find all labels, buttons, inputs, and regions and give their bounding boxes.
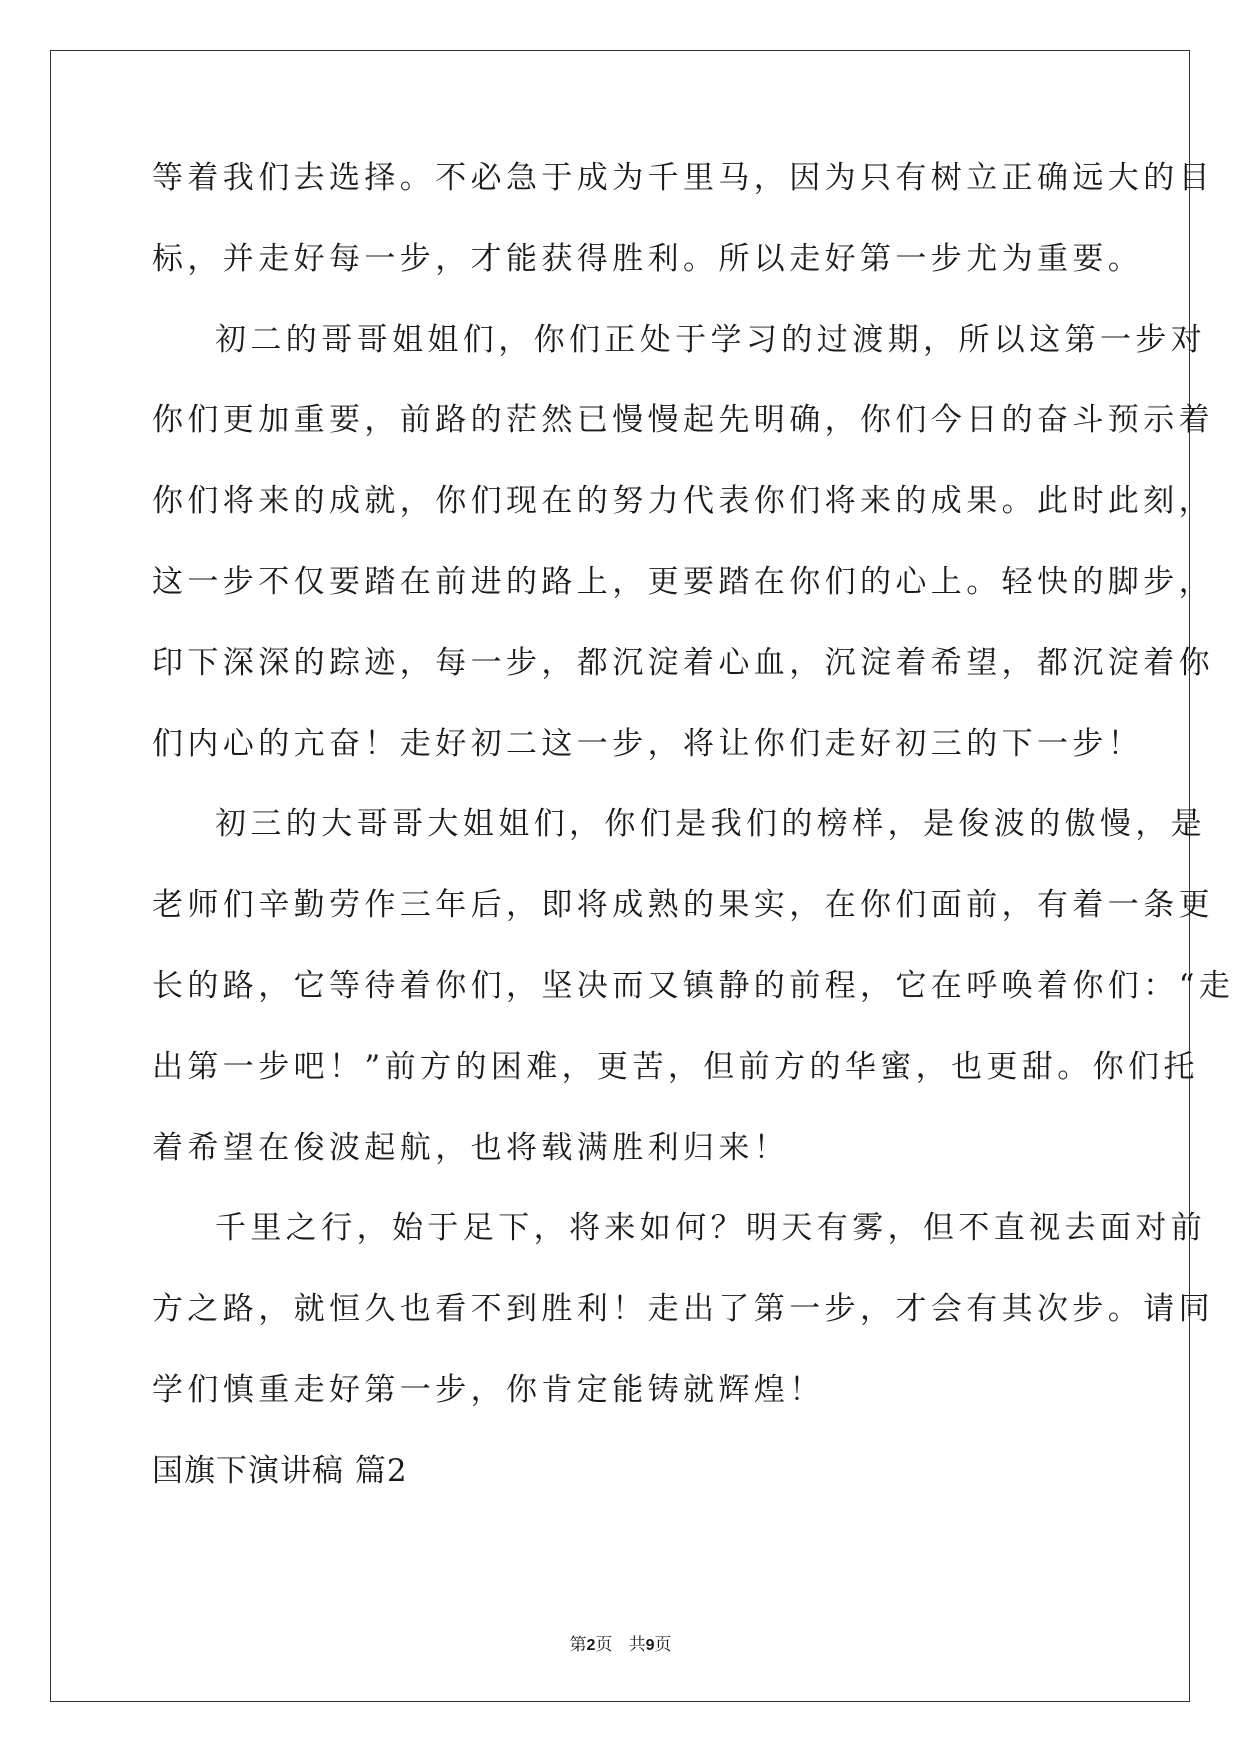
paragraph-start-line: 千里之行，始于足下，将来如何？明天有雾，但不直视去面对前: [215, 1210, 1207, 1247]
total-label-prefix: 共: [628, 1635, 646, 1655]
total-pages: 9: [645, 1637, 655, 1654]
text-line: 学们慎重走好第一步，你肯定能铸就辉煌！: [152, 1371, 825, 1408]
text-line: 们内心的亢奋！走好初二这一步，将让你们走好初三的下一步！: [152, 725, 1144, 762]
text-line: 方之路，就恒久也看不到胜利！走出了第一步，才会有其次步。请同: [152, 1291, 1214, 1328]
paragraph-start-line: 初三的大哥哥大姐姐们，你们是我们的榜样，是俊波的傲慢，是: [215, 806, 1207, 843]
text-line: 着希望在俊波起航，也将载满胜利归来！: [152, 1129, 790, 1166]
text-line: 长的路，它等待着你们，坚决而又镇静的前程，它在呼唤着你们：“走: [152, 967, 1235, 1004]
total-label-suffix: 页: [654, 1635, 672, 1655]
text-line: 标，并走好每一步，才能获得胜利。所以走好第一步尤为重要。: [152, 240, 1144, 277]
document-body: [152, 158, 1235, 1532]
page-label-prefix: 第: [569, 1635, 587, 1655]
paragraph-start-line: 初二的哥哥姐姐们，你们正处于学习的过渡期，所以这第一步对: [215, 321, 1207, 358]
text-line: 你们更加重要，前路的茫然已慢慢起先明确，你们今日的奋斗预示着: [152, 402, 1214, 439]
page-number: 2: [586, 1637, 596, 1654]
page-footer: [0, 1630, 1241, 1655]
page-label-suffix: 页: [595, 1635, 613, 1655]
text-line: 出第一步吧！”前方的困难，更苦，但前方的华蜜，也更甜。你们托: [152, 1048, 1199, 1085]
text-line: 老师们辛勤劳作三年后，即将成熟的果实，在你们面前，有着一条更: [152, 887, 1214, 924]
text-line: 等着我们去选择。不必急于成为千里马，因为只有树立正确远大的目: [152, 160, 1214, 196]
text-line: 这一步不仅要踏在前进的路上，更要踏在你们的心上。轻快的脚步，: [152, 563, 1214, 600]
text-line: 印下深深的踪迹，每一步，都沉淀着心血，沉淀着希望，都沉淀着你: [152, 644, 1214, 681]
text-line: 你们将来的成就，你们现在的努力代表你们将来的成果。此时此刻，: [152, 483, 1214, 520]
section-heading: 国旗下演讲稿 篇2: [152, 1452, 408, 1489]
